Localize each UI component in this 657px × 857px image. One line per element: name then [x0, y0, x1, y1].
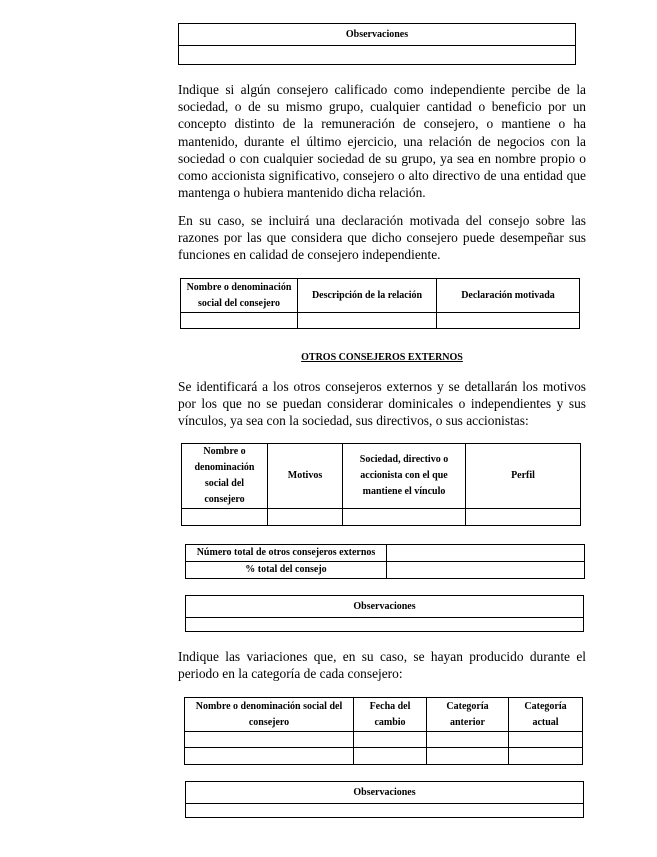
observaciones-cell[interactable] [179, 46, 576, 65]
col-categoria-actual: Categoría actual [509, 698, 583, 732]
col-fecha: Fecha del cambio [354, 698, 427, 732]
otros-consejeros-table [181, 443, 581, 526]
col-nombre: Nombre o denominación social del consejero [185, 698, 354, 732]
cell[interactable] [427, 732, 509, 748]
col-categoria-anterior: Categoría anterior [427, 698, 509, 732]
col-nombre: Nombre o denominación social del consejero [181, 279, 298, 313]
col-declaracion: Declaración motivada [437, 279, 580, 313]
cell[interactable] [181, 313, 298, 329]
cell[interactable] [343, 509, 466, 526]
cell[interactable] [509, 748, 583, 765]
variaciones-table [184, 697, 583, 765]
col-perfil: Perfil [466, 444, 581, 509]
col-motivos: Motivos [268, 444, 343, 509]
cell[interactable] [185, 732, 354, 748]
heading-otros-consejeros: OTROS CONSEJEROS EXTERNOS [301, 352, 463, 363]
paragraph-independiente: Indique si algún consejero calificado como independiente percibe de la sociedad, o de su mismo grupo, cualquier cantidad o beneficio por un concepto distinto de la remuneración de consejero, o mantiene o ha mantenido, durante el último ejercicio, una relación de negocios con la sociedad o con cualquier sociedad de su grupo, ya sea en nombre propio o como accionista significativo, consejero o alto directivo de una entidad que mantenga o hubiera mantenido dicha relación. [178, 82, 586, 201]
cell[interactable] [466, 509, 581, 526]
col-nombre: Nombre o denominación social del consejero [182, 444, 268, 509]
observaciones-header: Observaciones [186, 596, 584, 618]
observaciones-table-1 [178, 23, 576, 65]
observaciones-header: Observaciones [186, 782, 584, 804]
value-numero-total[interactable] [387, 545, 585, 562]
cell[interactable] [185, 748, 354, 765]
cell[interactable] [354, 748, 427, 765]
value-porcentaje-total[interactable] [387, 562, 585, 579]
label-numero-total: Número total de otros consejeros externos [186, 545, 387, 562]
observaciones-cell[interactable] [186, 618, 584, 632]
cell[interactable] [427, 748, 509, 765]
relacion-table [180, 278, 580, 329]
cell[interactable] [437, 313, 580, 329]
paragraph-variaciones: Indique las variaciones que, en su caso, se hayan producido durante el periodo en la categoría de cada consejero: [178, 649, 586, 682]
observaciones-header: Observaciones [179, 24, 576, 46]
observaciones-table-3 [185, 781, 584, 818]
paragraph-declaracion: En su caso, se incluirá una declaración motivada del consejo sobre las razones por las que considera que dicho consejero puede desempeñar sus funciones en calidad de consejero independiente. [178, 213, 586, 263]
observaciones-cell[interactable] [186, 804, 584, 818]
cell[interactable] [354, 732, 427, 748]
totales-table [185, 544, 585, 579]
paragraph-otros: Se identificará a los otros consejeros externos y se detallarán los motivos por los que no se puedan considerar dominicales o independientes y sus vínculos, ya sea con la sociedad, sus directivos, o sus accionistas: [178, 379, 586, 429]
col-descripcion: Descripción de la relación [298, 279, 437, 313]
col-sociedad: Sociedad, directivo o accionista con el que mantiene el vínculo [343, 444, 466, 509]
label-porcentaje-total: % total del consejo [186, 562, 387, 579]
cell[interactable] [298, 313, 437, 329]
cell[interactable] [182, 509, 268, 526]
observaciones-table-2 [185, 595, 584, 632]
cell[interactable] [509, 732, 583, 748]
cell[interactable] [268, 509, 343, 526]
